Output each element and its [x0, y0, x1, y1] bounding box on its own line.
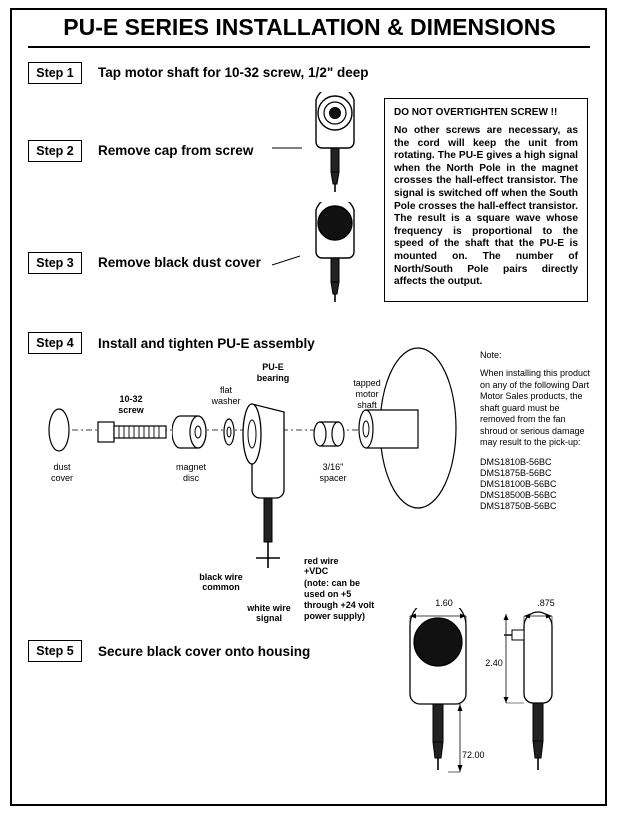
dim-body-height: 2.40: [485, 658, 503, 668]
label-red-wire-note: (note: can be used on +5 through +24 volt power supply): [304, 578, 375, 621]
warning-box: [384, 98, 588, 302]
step-text-5: Secure black cover onto housing: [98, 644, 311, 659]
side-view-drawing: [498, 608, 594, 793]
label-white-wire-line2: signal: [255, 613, 282, 623]
label-washer-line2: washer: [211, 396, 241, 406]
label-black-wire-line2: common: [202, 582, 240, 592]
step-text-2: Remove cap from screw: [98, 143, 254, 158]
step-badge-3: Step 3: [28, 252, 82, 274]
warning-body: No other screws are necessary, as the cord will keep the unit from rotating. The PU-E gives a high signal when the North Pole in the magnet crosses the hall-effect transistor. The signal is switched off when the South Pole crosses the hall-effect transistor. The result is a square wave whose frequency is proportional to the speed of the shaft that the PU-E is mounted on. The number of North/South Pole pairs directly affects the output.: [394, 125, 579, 288]
step-text-1: Tap motor shaft for 10-32 screw, 1/2" deep: [98, 65, 369, 80]
label-bearing-line1: PU-E: [262, 362, 284, 372]
step-badge-4: Step 4: [28, 332, 82, 354]
spacer-part: [312, 416, 352, 452]
model-2: DMS1875B-56BC: [480, 468, 552, 478]
title-divider: [28, 46, 590, 48]
step-badge-5: Step 5: [28, 640, 82, 662]
label-spacer-line2: spacer: [319, 473, 347, 483]
label-shaft-line1: tapped: [353, 378, 381, 388]
page-title: PU-E SERIES INSTALLATION & DIMENSIONS: [63, 14, 556, 40]
label-magnet-line2: disc: [182, 473, 199, 483]
dust-cover-part: [42, 408, 76, 456]
side-note-heading: Note:: [480, 350, 502, 360]
label-red-wire-line1: red wire: [304, 556, 339, 566]
pickup-with-cap-illustration: [296, 92, 376, 202]
step-badge-2: Step 2: [28, 140, 82, 162]
dim-side-width: .875: [537, 598, 555, 608]
model-4: DMS18500B-56BC: [480, 490, 557, 500]
screw-part: [96, 414, 182, 450]
label-shaft-line2: motor: [355, 389, 379, 399]
flat-washer-part: [218, 414, 242, 452]
step-text-3: Remove black dust cover: [98, 255, 261, 270]
label-spacer-line1: 3/16": [322, 462, 344, 472]
model-3: DMS18100B-56BC: [480, 479, 557, 489]
label-bearing-line2: bearing: [256, 373, 290, 383]
model-5: DMS18750B-56BC: [480, 501, 557, 511]
label-black-wire-line1: black wire: [199, 572, 243, 582]
step2-leader-line: [272, 140, 302, 156]
label-magnet-line1: magnet: [175, 462, 207, 472]
side-note-body: When installing this product on any of the following Dart Motor Sales products, the shaft guard must be removed from the fan shroud or serious damage may result to the pick-up:: [480, 368, 591, 447]
step-text-4: Install and tighten PU-E assembly: [98, 336, 315, 351]
motor-shaft-part: [356, 340, 486, 515]
dim-overall-length: 72.00: [462, 750, 485, 760]
cord-length-dim: [448, 700, 488, 780]
label-shaft-line3: shaft: [357, 400, 377, 410]
label-dust-cover-line1: dust: [53, 462, 71, 472]
model-1: DMS1810B-56BC: [480, 457, 552, 467]
warning-title: DO NOT OVERTIGHTEN SCREW !!: [394, 107, 558, 118]
dim-front-width: 1.60: [435, 598, 453, 608]
label-screw-line2: screw: [118, 405, 144, 415]
step-badge-1: Step 1: [28, 62, 82, 84]
label-screw-line1: 10-32: [119, 394, 143, 404]
label-red-wire-line2: +VDC: [304, 566, 329, 576]
label-white-wire-line1: white wire: [247, 603, 291, 613]
label-dust-cover-line2: cover: [50, 473, 73, 483]
pickup-with-dust-cover-illustration: [296, 202, 376, 312]
magnet-disc-part: [172, 406, 214, 458]
step3-leader-line: [272, 252, 306, 272]
label-washer-line1: flat: [219, 385, 232, 395]
